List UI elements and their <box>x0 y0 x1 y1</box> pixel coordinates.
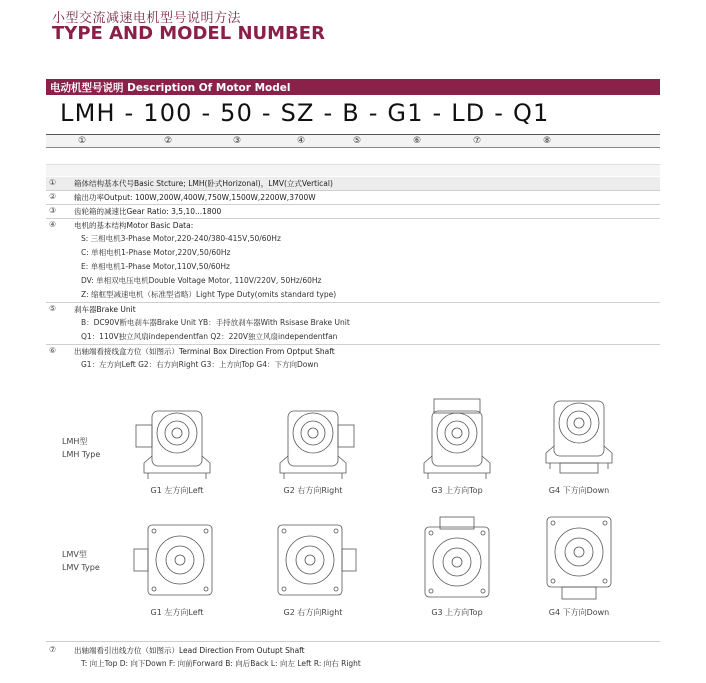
lmh-g1-caption: G1 左方向Left <box>150 486 204 495</box>
item-number: ③ <box>49 206 57 215</box>
item-sub-line: C: 单相电机1-Phase Motor,220V,50/60Hz <box>81 248 231 257</box>
item-number: ④ <box>49 220 57 229</box>
section-header-bar <box>46 79 660 95</box>
item-title: 出轴端看引出线方位（如图示）Lead Direction From Outupt Shaft <box>74 646 305 655</box>
lmv-label-cn: LMV型 <box>62 550 87 559</box>
item-title: 刹车器Brake Unit <box>74 305 136 314</box>
item-sub-line: Q1：110V独立风扇independentfan Q2：220V独立风扇independentfan <box>81 332 338 341</box>
item-number: ⑦ <box>49 645 57 654</box>
lmh-g1-motor-drawing <box>132 401 222 481</box>
lmv-g4-motor-drawing <box>534 515 624 601</box>
model-code-row <box>46 99 660 133</box>
lmh-g2-motor-drawing <box>268 401 358 481</box>
lmv-g1-caption: G1 左方向Left <box>150 608 204 617</box>
item-sub-line: S: 三相电机3-Phase Motor,220-240/380-415V,50/60Hz <box>81 234 281 243</box>
lmv-row-label <box>62 548 100 574</box>
section-header-label: 电动机型号说明 Description Of Motor Model <box>50 82 291 94</box>
item-title: 出轴端看接线盒方位（如图示）Terminal Box Direction From Optput Shaft <box>74 347 335 356</box>
item-sub-line: G1：左方向Left G2：右方向Right G3：上方向Top G4：下方向Down <box>81 360 319 369</box>
lmv-g2-caption: G2 右方向Right <box>283 608 343 617</box>
item-number: ⑥ <box>49 346 57 355</box>
lmh-g4-motor-drawing <box>534 395 624 481</box>
index-marker: ② <box>163 136 173 146</box>
item-title: 箱体结构基本代号Basic Stcture; LMH(卧式Horizonal)，LMV(立式Vertical) <box>74 179 333 188</box>
lmh-g4-caption: G4 下方向Down <box>548 486 610 495</box>
item-number: ② <box>49 192 57 201</box>
lmv-g4-caption: G4 下方向Down <box>548 608 610 617</box>
page-title-en: TYPE AND MODEL NUMBER <box>52 23 325 44</box>
divider-band <box>46 164 660 176</box>
index-marker: ④ <box>296 136 306 146</box>
description-item-4 <box>46 219 660 303</box>
terminal-box-diagrams <box>46 381 660 631</box>
index-marker: ⑦ <box>472 136 482 146</box>
item-number: ⑤ <box>49 304 57 313</box>
lmh-g3-caption: G3 上方向Top <box>431 486 483 495</box>
index-marker: ⑤ <box>352 136 362 146</box>
description-item-6 <box>46 345 660 372</box>
model-code: LMH - 100 - 50 - SZ - B - G1 - LD - Q1 <box>60 99 550 127</box>
description-item-1 <box>46 177 660 191</box>
index-marker: ① <box>77 136 87 146</box>
item-sub-line: B：DC90V断电刹车器Brake Unit YB：手持放刹车器With Rsisase Brake Unit <box>81 318 350 327</box>
description-list <box>46 177 660 372</box>
lead-direction-item <box>46 644 660 671</box>
description-item-5 <box>46 303 660 345</box>
item-number: ① <box>49 178 57 187</box>
lmv-g1-motor-drawing <box>132 519 222 601</box>
page-title-cn: 小型交流减速电机型号说明方法 <box>52 11 242 26</box>
lmh-label-en: LMH Type <box>62 450 101 459</box>
lmh-g3-motor-drawing <box>412 393 502 481</box>
item-title: 输出功率Output: 100W,200W,400W,750W,1500W,2200W,3700W <box>74 193 316 202</box>
lmv-g3-caption: G3 上方向Top <box>431 608 483 617</box>
index-marker: ⑥ <box>412 136 422 146</box>
lmv-label-en: LMV Type <box>62 563 100 572</box>
lmv-g2-motor-drawing <box>268 519 358 601</box>
description-item-7 <box>46 641 660 671</box>
item-sub-line: Z: 缩框型减速电机（标准型省略）Light Type Duty(omits standard type) <box>81 290 337 299</box>
model-index-row <box>46 134 660 148</box>
lmh-label-cn: LMH型 <box>62 437 88 446</box>
item-sub-line: DV: 单相双电压电机Double Voltage Motor, 110V/220V, 50Hz/60Hz <box>81 276 322 285</box>
item-sub-line: E: 单相电机1-Phase Motor,110V,50/60Hz <box>81 262 230 271</box>
lmh-g2-caption: G2 右方向Right <box>283 486 343 495</box>
lmv-g3-motor-drawing <box>412 515 502 601</box>
item-title: 齿轮箱的减速比Gear Ratio: 3,5,10...1800 <box>74 207 222 216</box>
item-sub-line: T: 向上Top D: 向下Down F: 向前Forward B: 向后Back L: 向左 Left R: 向右 Right <box>81 659 361 668</box>
index-marker: ⑧ <box>542 136 552 146</box>
item-title: 电机的基本结构Motor Basic Data: <box>74 221 194 230</box>
description-item-3 <box>46 205 660 219</box>
lmh-row-label <box>62 435 100 461</box>
description-item-2 <box>46 191 660 205</box>
index-marker: ③ <box>232 136 242 146</box>
